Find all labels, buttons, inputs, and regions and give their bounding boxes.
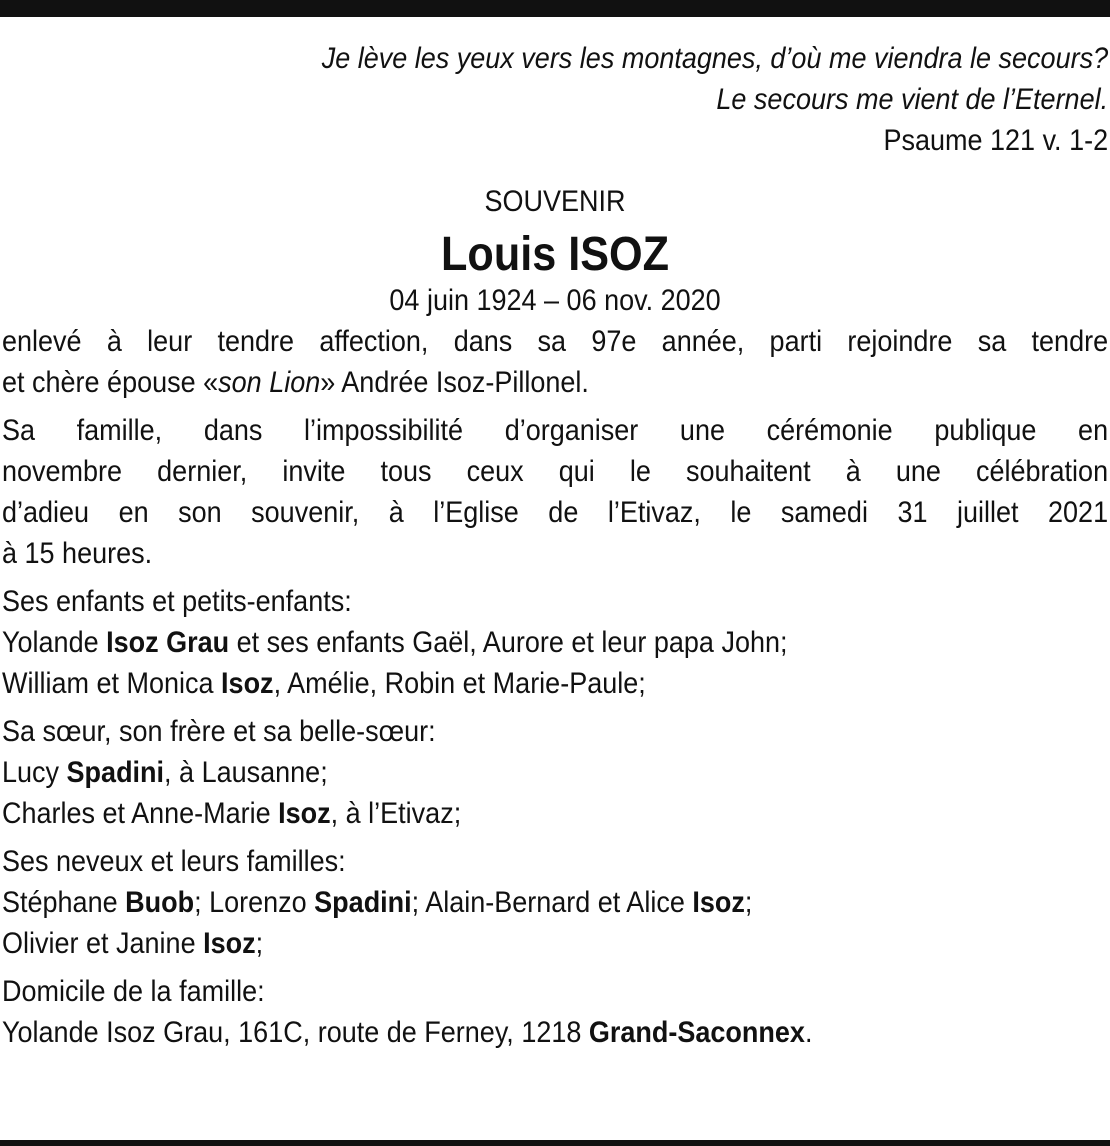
children-row	[2, 663, 1108, 704]
family-name: Isoz	[692, 886, 745, 919]
text: Olivier et Janine	[2, 927, 204, 960]
text: ; Lorenzo	[194, 886, 315, 919]
deceased-name: Louis ISOZ	[441, 228, 670, 281]
verse-reference: Psaume 121 v. 1-2	[883, 124, 1109, 157]
text: Charles et Anne-Marie	[2, 797, 279, 830]
text: , Amélie, Robin et Marie-Paule;	[273, 667, 646, 700]
text: Yolande	[2, 626, 107, 659]
intro-line-1: enlevé à leur tendre affection, dans sa 97e année, parti rejoindre sa tendre	[2, 325, 1109, 358]
family-name: Spadini	[314, 886, 412, 919]
top-rule	[0, 0, 1110, 17]
souvenir-label: SOUVENIR	[484, 185, 626, 218]
ceremony-paragraph	[2, 410, 1108, 574]
intro-text-end: » Andrée Isoz-Pillonel.	[320, 366, 589, 399]
intro-text: et chère épouse «	[2, 366, 219, 399]
children-heading: Ses enfants et petits-enfants:	[2, 585, 352, 618]
life-dates: 04 juin 1924 – 06 nov. 2020	[389, 284, 721, 317]
siblings-heading: Sa sœur, son frère et sa belle-sœur:	[2, 715, 436, 748]
family-name: Isoz Grau	[106, 626, 230, 659]
text: et ses enfants Gaël, Aurore et leur papa John;	[229, 626, 788, 659]
intro-line-2	[2, 362, 1108, 403]
family-name: Isoz	[203, 927, 256, 960]
ceremony-line-1: Sa famille, dans l’impossibilité d’organiser une cérémonie publique en	[2, 414, 1109, 447]
domicile-section	[2, 971, 1108, 1053]
family-name: Spadini	[66, 756, 165, 789]
text: William et Monica	[2, 667, 222, 700]
children-row	[2, 622, 1108, 663]
town-name: Grand-Saconnex	[588, 1016, 805, 1049]
family-name: Isoz	[221, 667, 274, 700]
nephews-heading: Ses neveux et leurs familles:	[2, 845, 346, 878]
text: , à Lausanne;	[164, 756, 328, 789]
siblings-section	[2, 711, 1108, 834]
verse-line-2: Le secours me vient de l’Eternel.	[716, 83, 1109, 116]
text: Stéphane	[2, 886, 126, 919]
domicile-address	[2, 1012, 1108, 1053]
ceremony-line-4: à 15 heures.	[2, 537, 153, 570]
verse-line-1: Je lève les yeux vers les montagnes, d’où me viendra le secours?	[321, 42, 1109, 75]
nephews-section	[2, 841, 1108, 964]
text: .	[804, 1016, 813, 1049]
text: ;	[744, 886, 753, 919]
nephews-row	[2, 882, 1108, 923]
children-section	[2, 581, 1108, 704]
text: ;	[255, 927, 264, 960]
bible-verse	[2, 38, 1108, 161]
siblings-row	[2, 793, 1108, 834]
family-name: Isoz	[278, 797, 331, 830]
nickname: son Lion	[218, 366, 321, 399]
text: ; Alain-Bernard et Alice	[411, 886, 693, 919]
text: Yolande Isoz Grau, 161C, route de Ferney, 1218	[2, 1016, 589, 1049]
family-name: Buob	[125, 886, 195, 919]
bottom-rule	[0, 1140, 1110, 1146]
obituary-notice	[2, 38, 1108, 1053]
siblings-row	[2, 752, 1108, 793]
nephews-row	[2, 923, 1108, 964]
text: Lucy	[2, 756, 67, 789]
domicile-heading: Domicile de la famille:	[2, 975, 265, 1008]
ceremony-line-3: d’adieu en son souvenir, à l’Eglise de l’Etivaz, le samedi 31 juillet 2021	[2, 496, 1109, 529]
text: , à l’Etivaz;	[330, 797, 462, 830]
ceremony-line-2: novembre dernier, invite tous ceux qui le souhaitent à une célébration	[2, 455, 1109, 488]
